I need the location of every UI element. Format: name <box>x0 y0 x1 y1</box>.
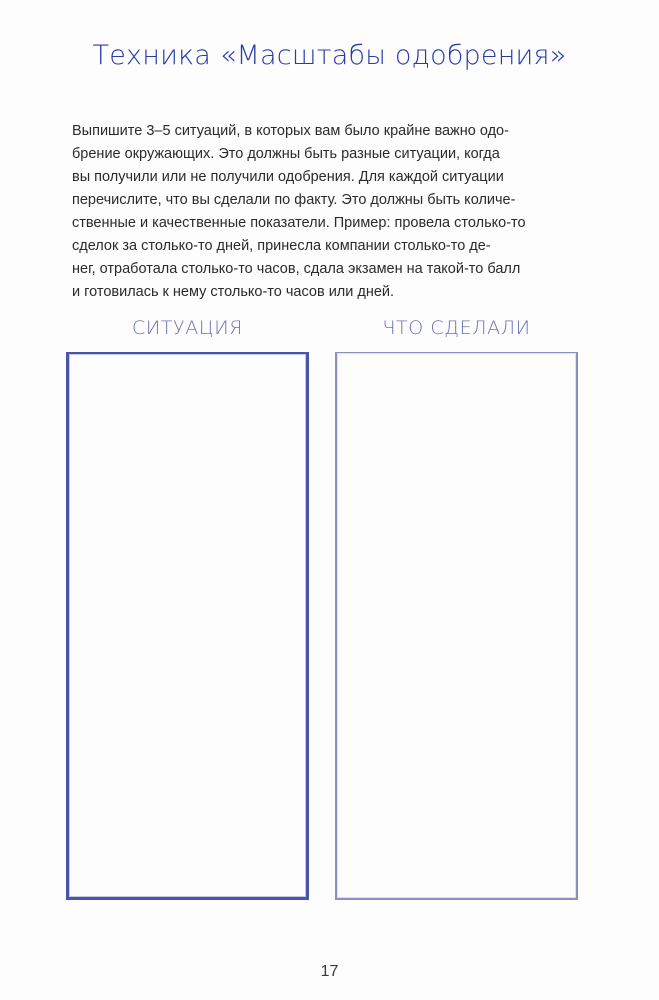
page-number: 17 <box>320 963 339 980</box>
instructions-line: нег, отработала столько-то часов, сдала экзамен на такой-то балл <box>72 261 521 277</box>
instructions-line: и готовилась к нему столько-то часов или дней. <box>72 284 395 300</box>
instructions-line: сделок за столько-то дней, принесла компании столько-то де- <box>72 238 491 254</box>
instructions-line: брение окружающих. Это должны быть разные ситуации, когда <box>72 146 500 162</box>
column-heading-situation: СИТУАЦИЯ <box>132 317 243 339</box>
instructions-line: ственные и качественные показатели. Пример: провела столько-то <box>72 215 526 231</box>
instructions-paragraph <box>72 120 592 304</box>
column-heading-done: ЧТО СДЕЛАЛИ <box>382 317 531 339</box>
instructions-line: вы получили или не получили одобрения. Для каждой ситуации <box>72 169 504 185</box>
done-writing-box[interactable] <box>335 352 578 900</box>
page-title: Техника «Масштабы одобрения» <box>92 40 567 71</box>
instructions-line: Выпишите 3–5 ситуаций, в которых вам было крайне важно одо- <box>72 123 509 139</box>
situation-writing-box[interactable] <box>66 352 309 900</box>
instructions-line: перечислите, что вы сделали по факту. Это должны быть количе- <box>72 192 516 208</box>
